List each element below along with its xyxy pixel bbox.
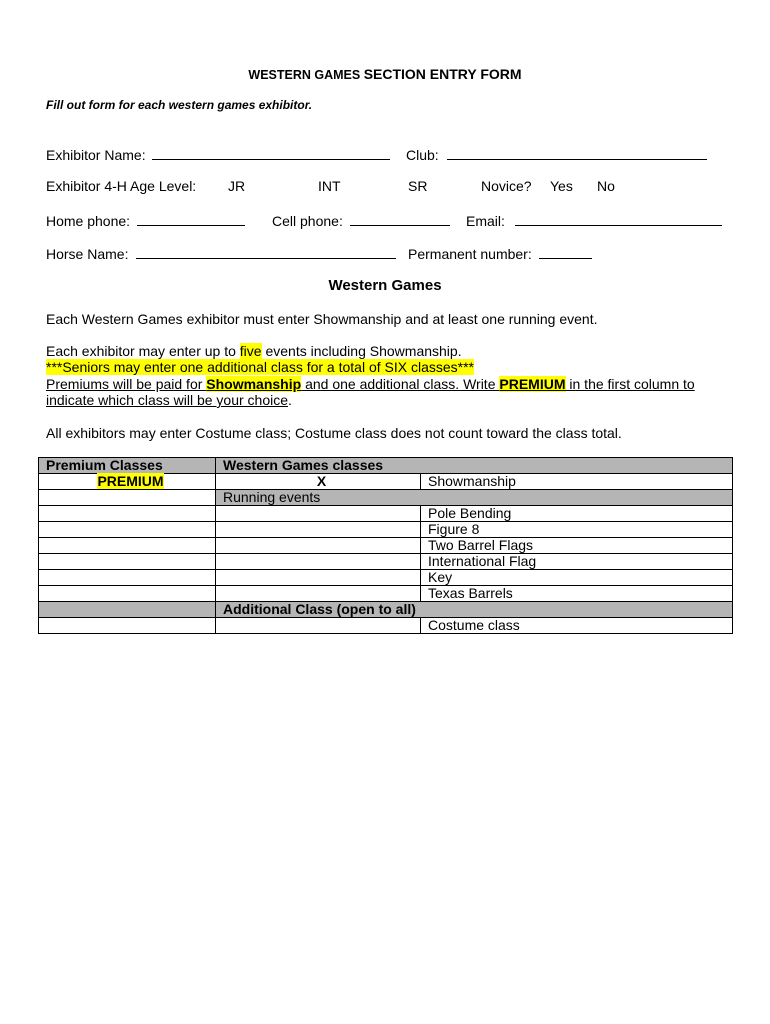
table-header-row bbox=[39, 458, 733, 474]
running-events-header: Running events bbox=[216, 490, 733, 506]
table-row bbox=[39, 522, 733, 538]
email-label: Email: bbox=[466, 213, 505, 229]
email-row bbox=[466, 211, 722, 229]
paragraph-4-premium: PREMIUM bbox=[499, 376, 566, 392]
additional-class-header: Additional Class (open to all) bbox=[216, 602, 733, 618]
premium-cell[interactable] bbox=[39, 586, 216, 602]
exhibitor-name-row bbox=[46, 145, 390, 163]
table-row bbox=[39, 586, 733, 602]
premium-cell[interactable] bbox=[39, 506, 216, 522]
age-option-int[interactable]: INT bbox=[318, 178, 341, 194]
paragraph-4-c: and one additional class. Write bbox=[301, 376, 500, 392]
entry-cell[interactable] bbox=[216, 570, 421, 586]
premium-cell[interactable] bbox=[39, 490, 216, 506]
paragraph-5 bbox=[46, 392, 292, 408]
home-phone-row bbox=[46, 211, 245, 229]
table-row bbox=[39, 506, 733, 522]
paragraph-4-a: Premiums will be paid for bbox=[46, 376, 207, 392]
paragraph-4 bbox=[46, 376, 695, 392]
novice-yes[interactable]: Yes bbox=[550, 178, 573, 194]
table-row bbox=[39, 490, 733, 506]
entry-cell[interactable] bbox=[216, 538, 421, 554]
paragraph-1: Each Western Games exhibitor must enter Showmanship and at least one running event. bbox=[46, 311, 598, 327]
permanent-number-label: Permanent number: bbox=[408, 246, 532, 262]
header-premium-classes: Premium Classes bbox=[39, 458, 216, 474]
table-row bbox=[39, 602, 733, 618]
club-label: Club: bbox=[406, 147, 439, 163]
costume-label: Costume class bbox=[421, 618, 733, 634]
paragraph-6: All exhibitors may enter Costume class; Costume class does not count toward the class total. bbox=[46, 425, 622, 441]
premium-cell[interactable] bbox=[39, 554, 216, 570]
premium-cell[interactable] bbox=[39, 602, 216, 618]
table-row bbox=[39, 618, 733, 634]
showmanship-x-cell[interactable]: X bbox=[216, 474, 421, 490]
exhibitor-name-label: Exhibitor Name: bbox=[46, 147, 146, 163]
horse-name-field[interactable] bbox=[136, 244, 396, 259]
paragraph-5-b: . bbox=[288, 392, 292, 408]
event-label: Figure 8 bbox=[421, 522, 733, 538]
form-subtitle: Fill out form for each western games exhibitor. bbox=[46, 98, 313, 112]
event-label: Texas Barrels bbox=[421, 586, 733, 602]
form-title bbox=[0, 66, 770, 82]
premium-cell[interactable] bbox=[39, 538, 216, 554]
showmanship-label: Showmanship bbox=[421, 474, 733, 490]
age-level-label: Exhibitor 4-H Age Level: bbox=[46, 178, 197, 194]
title-part2: SECTION ENTRY FORM bbox=[363, 66, 522, 82]
paragraph-4-e: in the first column to bbox=[565, 376, 695, 392]
paragraph-4-showmanship: Showmanship bbox=[206, 376, 302, 392]
age-option-jr[interactable]: JR bbox=[228, 178, 246, 194]
classes-table bbox=[38, 457, 733, 634]
permanent-number-row bbox=[408, 244, 592, 262]
age-option-sr[interactable]: SR bbox=[408, 178, 428, 194]
entry-cell[interactable] bbox=[216, 554, 421, 570]
home-phone-label: Home phone: bbox=[46, 213, 131, 229]
event-label: International Flag bbox=[421, 554, 733, 570]
home-phone-field[interactable] bbox=[137, 211, 245, 226]
cell-phone-row bbox=[272, 211, 450, 229]
table-row bbox=[39, 554, 733, 570]
cell-phone-label: Cell phone: bbox=[272, 213, 343, 229]
event-label: Key bbox=[421, 570, 733, 586]
horse-name-row bbox=[46, 244, 396, 262]
table-row bbox=[39, 570, 733, 586]
permanent-number-field[interactable] bbox=[539, 244, 592, 259]
event-label: Two Barrel Flags bbox=[421, 538, 733, 554]
club-field[interactable] bbox=[447, 145, 707, 160]
entry-cell[interactable] bbox=[216, 618, 421, 634]
table-row bbox=[39, 474, 733, 490]
exhibitor-name-field[interactable] bbox=[152, 145, 390, 160]
title-part1: WESTERN GAMES bbox=[248, 68, 361, 82]
cell-phone-field[interactable] bbox=[350, 211, 450, 226]
entry-cell[interactable] bbox=[216, 586, 421, 602]
premium-cell[interactable] bbox=[39, 570, 216, 586]
novice-label: Novice? bbox=[481, 178, 532, 194]
premium-label: PREMIUM bbox=[97, 473, 164, 489]
paragraph-2-a: Each exhibitor may enter up to bbox=[46, 343, 240, 359]
entry-cell[interactable] bbox=[216, 506, 421, 522]
header-western-games-classes: Western Games classes bbox=[216, 458, 733, 474]
entry-cell[interactable] bbox=[216, 522, 421, 538]
novice-no[interactable]: No bbox=[597, 178, 615, 194]
premium-cell[interactable] bbox=[39, 618, 216, 634]
section-title: Western Games bbox=[328, 277, 442, 294]
paragraph-2 bbox=[46, 343, 462, 359]
paragraph-2-highlight: five bbox=[239, 343, 262, 359]
table-row bbox=[39, 538, 733, 554]
paragraph-3-text: ***Seniors may enter one additional class for a total of SIX classes*** bbox=[46, 359, 475, 375]
email-field[interactable] bbox=[515, 211, 722, 226]
horse-name-label: Horse Name: bbox=[46, 246, 129, 262]
club-row bbox=[406, 145, 707, 163]
event-label: Pole Bending bbox=[421, 506, 733, 522]
paragraph-2-c: events including Showmanship. bbox=[261, 343, 462, 359]
paragraph-3 bbox=[46, 359, 474, 375]
premium-cell[interactable] bbox=[39, 522, 216, 538]
paragraph-5-a: indicate which class will be your choice bbox=[46, 392, 288, 408]
premium-cell[interactable] bbox=[39, 474, 216, 490]
